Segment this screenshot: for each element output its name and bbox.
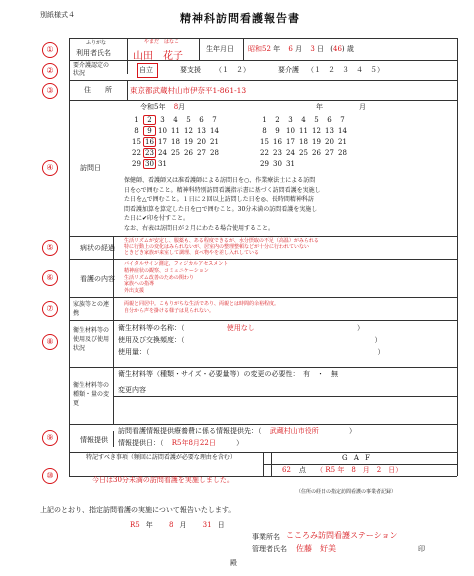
supplies-change-necessity: 衛生材料等（種類・サイズ・必要量等）の変更の必要性： 有 ・ 無 [118, 370, 338, 378]
calendar-day: 22 [132, 149, 141, 157]
independent-option: 自立 [139, 66, 153, 74]
supplies-label-3: 状況 [73, 345, 86, 352]
supplies-change-detail: 変更内容 [118, 386, 146, 394]
birth-date: 昭和52 年 6 月 3 日 (46) 歳 [248, 45, 354, 53]
calendar-day: 29 [260, 160, 269, 168]
visit-note-line: 問看護加算を算定した日を□で囲むこと。30分未満の訪問看護を実施し [124, 205, 318, 213]
calendar-day: 24 [286, 149, 295, 157]
calendar-day: 4 [173, 116, 178, 124]
name-label: 利用者氏名 [76, 49, 111, 57]
calendar-day: 19 [312, 138, 321, 146]
calendar-day: 1 [134, 116, 139, 124]
visit-note-line: 日を◇で囲むこと。精神科特別訪問看護指示書に基づく訪問看護を実施し [124, 186, 321, 194]
supplies-change-label-1: 衛生材料等の [73, 382, 110, 389]
care-level-label-2: 状況 [73, 70, 86, 77]
calendar-day: 7 [340, 116, 345, 124]
care-level: 要介護 （１ ２ ３ ４ ５） [278, 66, 384, 74]
family-line: 両親と同居中。こもりがちな生活であり、両親とは時間的余裕程度。 [124, 301, 280, 307]
row-number-7: ⑦ [42, 301, 58, 317]
manager-label: 管理者氏名 [252, 545, 287, 553]
row-number-9: ⑨ [42, 430, 58, 446]
calendar-day: 14 [210, 127, 219, 135]
condition-label: 病状の経過 [80, 244, 115, 252]
special-label: 特記すべき事項（頻回に訪問看護が必要な理由を含む） [86, 454, 236, 461]
row-number-10: ⑩ [42, 468, 58, 484]
calendar-day: 5 [314, 116, 319, 124]
calendar-day: 4 [301, 116, 306, 124]
calendar-day: 24 [158, 149, 167, 157]
supplies-label-1: 衛生材料等の [73, 327, 110, 334]
calendar-day: 17 [286, 138, 295, 146]
left-calendar-month: 令和5年 8月 [140, 103, 186, 111]
manager-name: 佐藤 好美 [296, 544, 336, 553]
calendar-day: 6 [199, 116, 204, 124]
page-title: 精神科訪問看護報告書 [180, 12, 300, 25]
calendar-day: 23 [273, 149, 282, 157]
calendar-day: 15 [260, 138, 269, 146]
calendar-day: 16 [143, 137, 156, 147]
calendar-day: 21 [338, 138, 347, 146]
calendar-day: 29 [132, 160, 141, 168]
report-date: R5 年 8 月 31 日 [130, 521, 225, 529]
birth-label: 生年月日 [206, 45, 234, 53]
calendar-day: 2 [143, 115, 156, 125]
row-number-1: ① [42, 42, 58, 58]
calendar-day: 11 [299, 127, 308, 135]
calendar-day: 23 [143, 148, 156, 158]
calendar-day: 15 [132, 138, 141, 146]
supplies-change-label-2: 種類・量の変 [73, 391, 110, 398]
office-name: こころみ訪問看護ステーション [286, 531, 398, 540]
calendar-day: 8 [262, 127, 267, 135]
condition-line: 特に行動上の変化はみられないが、居室内の整理整頓などが十分に行われていない [124, 244, 310, 250]
gaf-label: G A F [342, 454, 372, 462]
calendar-day: 2 [275, 116, 280, 124]
row-number-3: ③ [42, 83, 58, 99]
calendar-day: 28 [338, 149, 347, 157]
calendar-day: 11 [171, 127, 180, 135]
furigana-value: やまだ はなこ [144, 39, 180, 45]
supplies-label-2: 使用及び使用 [73, 336, 110, 343]
gaf-note: （住所の経日の指定訪問看護の事業者記録） [296, 489, 397, 495]
left-calendar [130, 115, 221, 170]
care-label: 看護の内容 [80, 275, 115, 283]
calendar-day: 26 [184, 149, 193, 157]
row-number-8: ⑧ [42, 334, 58, 350]
calendar-day: 28 [210, 149, 219, 157]
calendar-day: 22 [260, 149, 269, 157]
calendar-day: 30 [273, 160, 282, 168]
calendar-day: 9 [143, 126, 156, 136]
calendar-day: 25 [299, 149, 308, 157]
calendar-day: 8 [134, 127, 139, 135]
supplies-frequency: 使用及び交換頻度：（ ） [118, 336, 382, 344]
calendar-day: 20 [325, 138, 334, 146]
addressee-suffix: 殿 [230, 559, 237, 567]
row-number-5: ⑤ [42, 240, 58, 256]
calendar-day: 13 [325, 127, 334, 135]
right-calendar-month: 年 月 [316, 103, 366, 111]
calendar-day: 18 [171, 138, 180, 146]
family-label-2: 携 [73, 310, 80, 317]
right-calendar [258, 115, 349, 170]
calendar-day: 25 [171, 149, 180, 157]
care-line: 精神症状の観察、コミュニケーション [124, 267, 209, 274]
calendar-day: 12 [312, 127, 321, 135]
patient-name: 山田 花子 [133, 51, 183, 62]
calendar-day: 26 [312, 149, 321, 157]
visit-note-line: た日を△で囲むこと。１日に２回以上訪問した日を◎、長時間精神科訪 [124, 196, 314, 204]
calendar-day: 27 [325, 149, 334, 157]
info-destination: 訪問看護情報提供療養費に係る情報提供先：（ 武蔵村山市役所 ） [118, 427, 356, 435]
calendar-day: 9 [275, 127, 280, 135]
row-number-2: ② [42, 63, 58, 79]
calendar-day: 14 [338, 127, 347, 135]
supplies-amount: 使用量：（ ） [118, 348, 385, 356]
special-note: 今日は30分未満の訪問看護を実施しました。 [92, 476, 234, 484]
info-date: 情報提供日：（ R5年8月22日 ） [118, 439, 244, 447]
calendar-day: 30 [143, 159, 156, 169]
seal-mark: 印 [418, 545, 425, 553]
care-line: 家族への指導 [124, 281, 155, 288]
info-label: 情報提供 [80, 436, 108, 444]
calendar-day: 20 [197, 138, 206, 146]
family-label-1: 家族等との連 [73, 301, 110, 308]
calendar-day: 5 [186, 116, 191, 124]
gaf-score: 62 点 （ R5 年 8 月 2 日） [282, 466, 403, 474]
form-number: 別紙様式４ [40, 11, 75, 19]
family-line: 自分から声を掛ける様子は見られない。 [124, 308, 215, 314]
calendar-day: 27 [197, 149, 206, 157]
furigana-label: ふりがな [86, 40, 107, 46]
calendar-day: 6 [327, 116, 332, 124]
support-level: 要支援 （１ ２） [180, 66, 250, 74]
supplies-change-label-3: 更 [73, 400, 80, 407]
visit-date-label: 訪問日 [80, 164, 101, 172]
condition-line: ときどき家族が来室して調理、食べ物やを差し入れしている [124, 250, 260, 256]
calendar-day: 10 [286, 127, 295, 135]
care-level-label-1: 要介護認定の [73, 62, 110, 69]
calendar-day: 18 [299, 138, 308, 146]
visit-note-line: なお、右表は訪問日が２月にわたる場合使用すること。 [124, 225, 275, 232]
calendar-day: 7 [212, 116, 217, 124]
calendar-day: 19 [184, 138, 193, 146]
calendar-day: 13 [197, 127, 206, 135]
calendar-day: 3 [160, 116, 165, 124]
care-line: 生活リズム改善のための関わり [124, 274, 194, 281]
care-line: 外出支援 [124, 288, 145, 295]
condition-line: 生活リズムが安定し、服薬も、ある程度できるが、水分摂取の不足（高温）がみられる [124, 238, 319, 244]
supplies-name: 衛生材料等の名称：（ 使用なし ） [118, 324, 364, 332]
calendar-day: 17 [158, 138, 167, 146]
address-label: 住 所 [84, 86, 112, 94]
calendar-day: 10 [158, 127, 167, 135]
calendar-day: 16 [273, 138, 282, 146]
care-line: バイタルサイン測定、フィジカルアセスメント [124, 261, 229, 267]
calendar-day: 1 [262, 116, 267, 124]
visit-note-line: た日に✔印を付すこと。 [124, 215, 190, 223]
row-number-6: ⑥ [42, 270, 58, 286]
calendar-day: 21 [210, 138, 219, 146]
office-label: 事業所名 [252, 533, 280, 541]
calendar-day: 3 [288, 116, 293, 124]
calendar-day: 31 [158, 160, 167, 168]
report-statement: 上記のとおり、指定訪問看護の実施について報告いたします。 [40, 506, 236, 514]
row-number-4: ④ [42, 160, 58, 176]
calendar-day: 31 [286, 160, 295, 168]
calendar-day: 12 [184, 127, 193, 135]
visit-note-line: 保健師、看護師又は准看護師による訪問日を○、作業療法士による訪問 [124, 177, 316, 184]
address-value: 東京都武蔵村山市伊奈平1-861-13 [130, 86, 247, 95]
